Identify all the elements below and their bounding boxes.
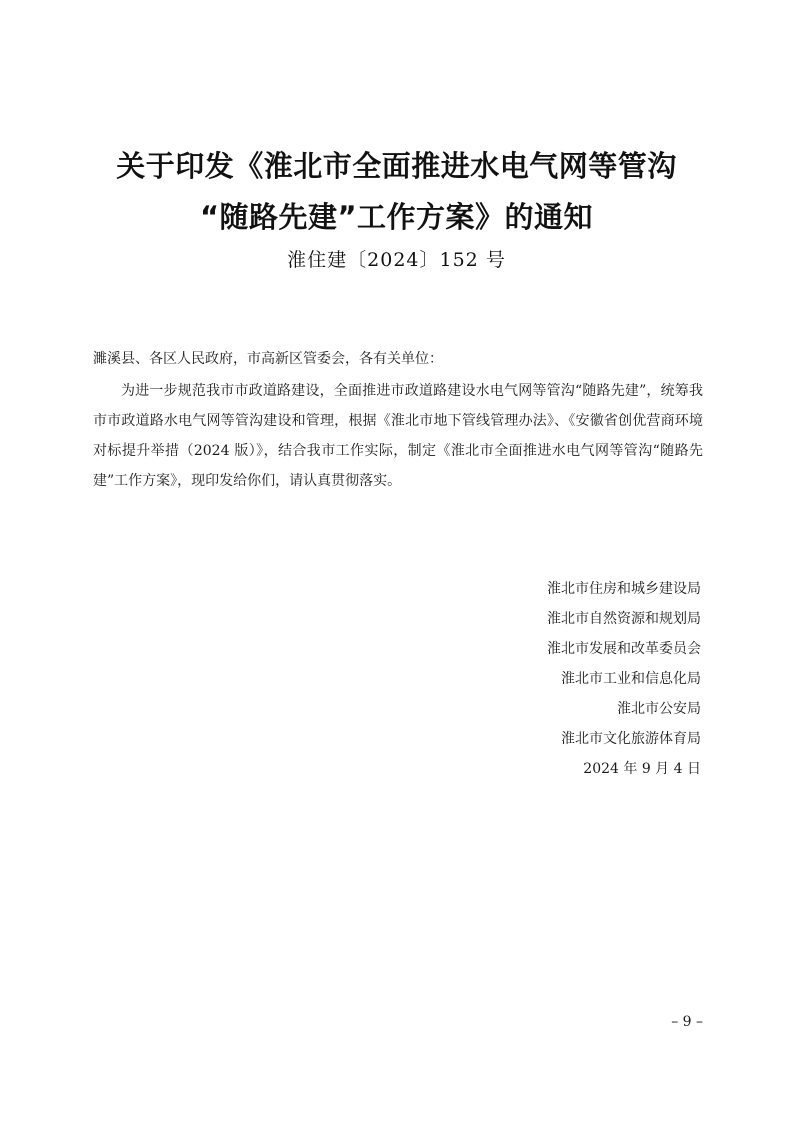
signatory: 淮北市发展和改革委员会 — [547, 641, 701, 657]
signature-block — [547, 574, 701, 784]
signatory: 淮北市工业和信息化局 — [561, 671, 701, 687]
salutation: 濉溪县、各区人民政府，市高新区管委会，各有关单位： — [93, 351, 443, 367]
document-title-line-1: 关于印发《淮北市全面推进水电气网等管沟 — [116, 149, 677, 183]
signatory: 淮北市住房和城乡建设局 — [547, 581, 701, 597]
body-paragraph: 为进一步规范我市市政道路建设，全面推进市政道路建设水电气网等管沟“随路先建”，统筹我市市政道路水电气网等管沟建设和管理，根据《淮北市地下管线管理办法》、《安徽省创优营商环境对标提升举措（2024 版）》，结合我市工作实际，制定《淮北市全面推进水电气网等管沟“随路先建”工作方案》，现印发给你们，请认真贯彻落实。 — [93, 383, 703, 489]
issue-date: 2024 年 9 月 4 日 — [583, 761, 701, 777]
signatory: 淮北市自然资源和规划局 — [547, 611, 701, 627]
document-number: 淮住建〔2024〕152 号 — [287, 249, 506, 271]
document-title-line-2: “随路先建”工作方案》的通知 — [199, 200, 594, 234]
signatory: 淮北市文化旅游体育局 — [561, 731, 701, 747]
signatory: 淮北市公安局 — [617, 701, 701, 717]
page-number: – 9 – — [671, 1014, 703, 1030]
